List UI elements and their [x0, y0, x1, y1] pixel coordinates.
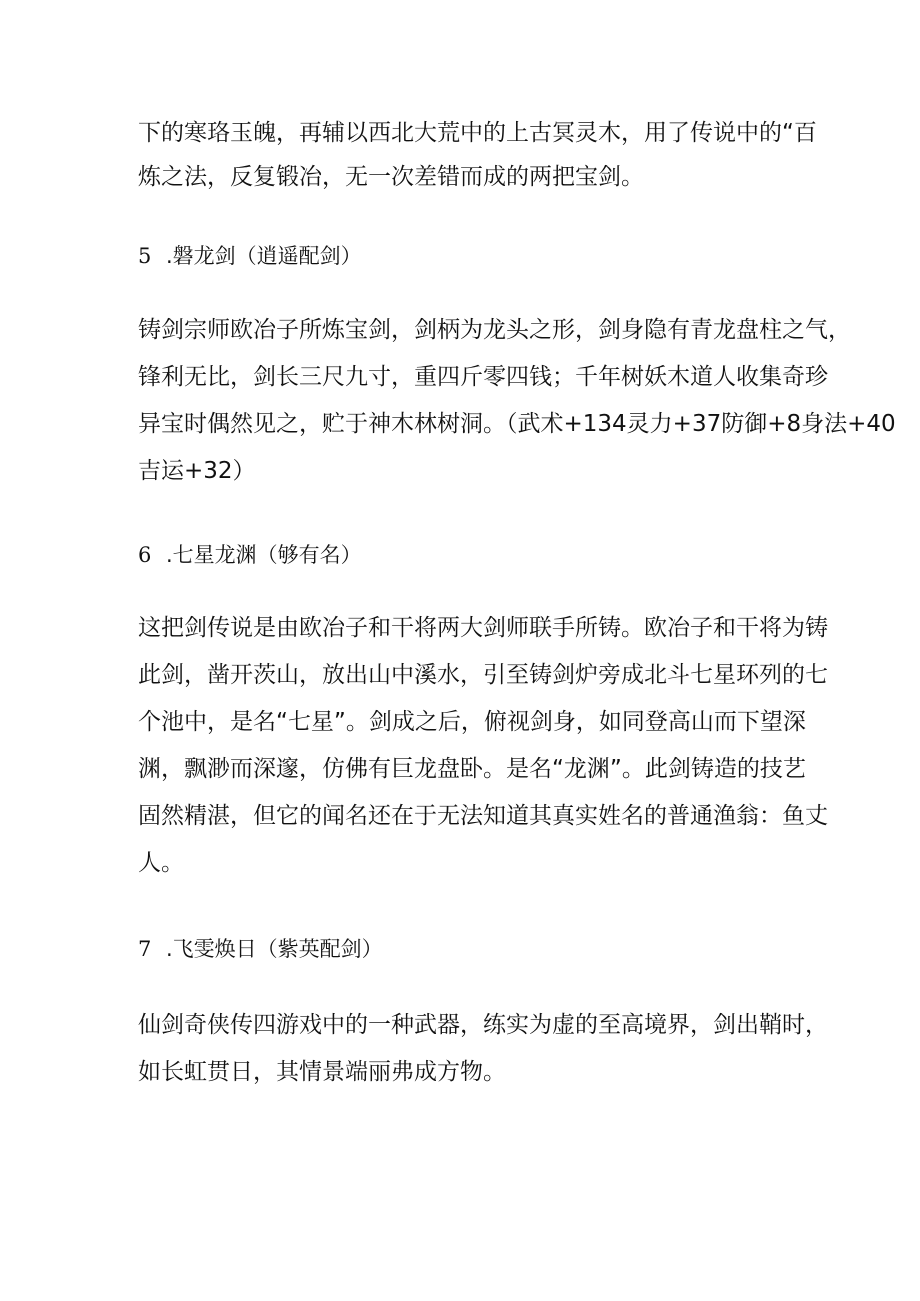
section-5-number: 5 [138, 244, 152, 268]
section-5-line-4: 吉运+32） [138, 458, 256, 484]
section-7-line-2: 如长虹贯日，其情景端丽弗成方物。 [138, 1059, 506, 1085]
intro-line-1: 下的寒珞玉魄，再辅以西北大荒中的上古冥灵木，用了传说中的“百 [138, 120, 817, 146]
section-5-line-1: 铸剑宗师欧冶子所炼宝剑，剑柄为龙头之形，剑身隐有青龙盘柱之气， [138, 317, 851, 343]
section-6-line-5: 固然精湛，但它的闻名还在于无法知道其真实姓名的普通渔翁：鱼丈 [138, 803, 828, 829]
section-6-title: .七星龙渊（够有名） [166, 543, 362, 567]
section-7-heading [138, 934, 383, 964]
section-6-line-2: 此剑，凿开茨山，放出山中溪水，引至铸剑炉旁成北斗七星环列的七 [138, 662, 828, 688]
section-5-line-3: 异宝时偶然见之，贮于神木林树洞。（武术+134灵力+37防御+8身法+40 [138, 411, 896, 437]
section-6-line-6: 人。 [138, 850, 184, 876]
section-7-number: 7 [138, 937, 152, 961]
section-7-title: .飞雯焕日（紫英配剑） [166, 937, 383, 961]
section-6-line-4: 渊，飘渺而深邃，仿佛有巨龙盘卧。是名“龙渊”。此剑铸造的技艺 [138, 756, 806, 782]
intro-line-2: 炼之法，反复锻冶，无一次差错而成的两把宝剑。 [138, 164, 644, 190]
section-6-line-3: 个池中，是名“七星”。剑成之后，俯视剑身，如同登高山而下望深 [138, 709, 806, 735]
section-6-number: 6 [138, 543, 152, 567]
section-6-line-1: 这把剑传说是由欧冶子和干将两大剑师联手所铸。欧冶子和干将为铸 [138, 615, 828, 641]
section-5-title: .磐龙剑（逍遥配剑） [166, 244, 362, 268]
section-7-line-1: 仙剑奇侠传四游戏中的一种武器，练实为虚的至高境界，剑出鞘时， [138, 1012, 828, 1038]
section-6-heading [138, 540, 362, 570]
section-5-heading [138, 241, 362, 271]
section-5-line-2: 锋利无比，剑长三尺九寸，重四斤零四钱；千年树妖木道人收集奇珍 [138, 364, 828, 390]
